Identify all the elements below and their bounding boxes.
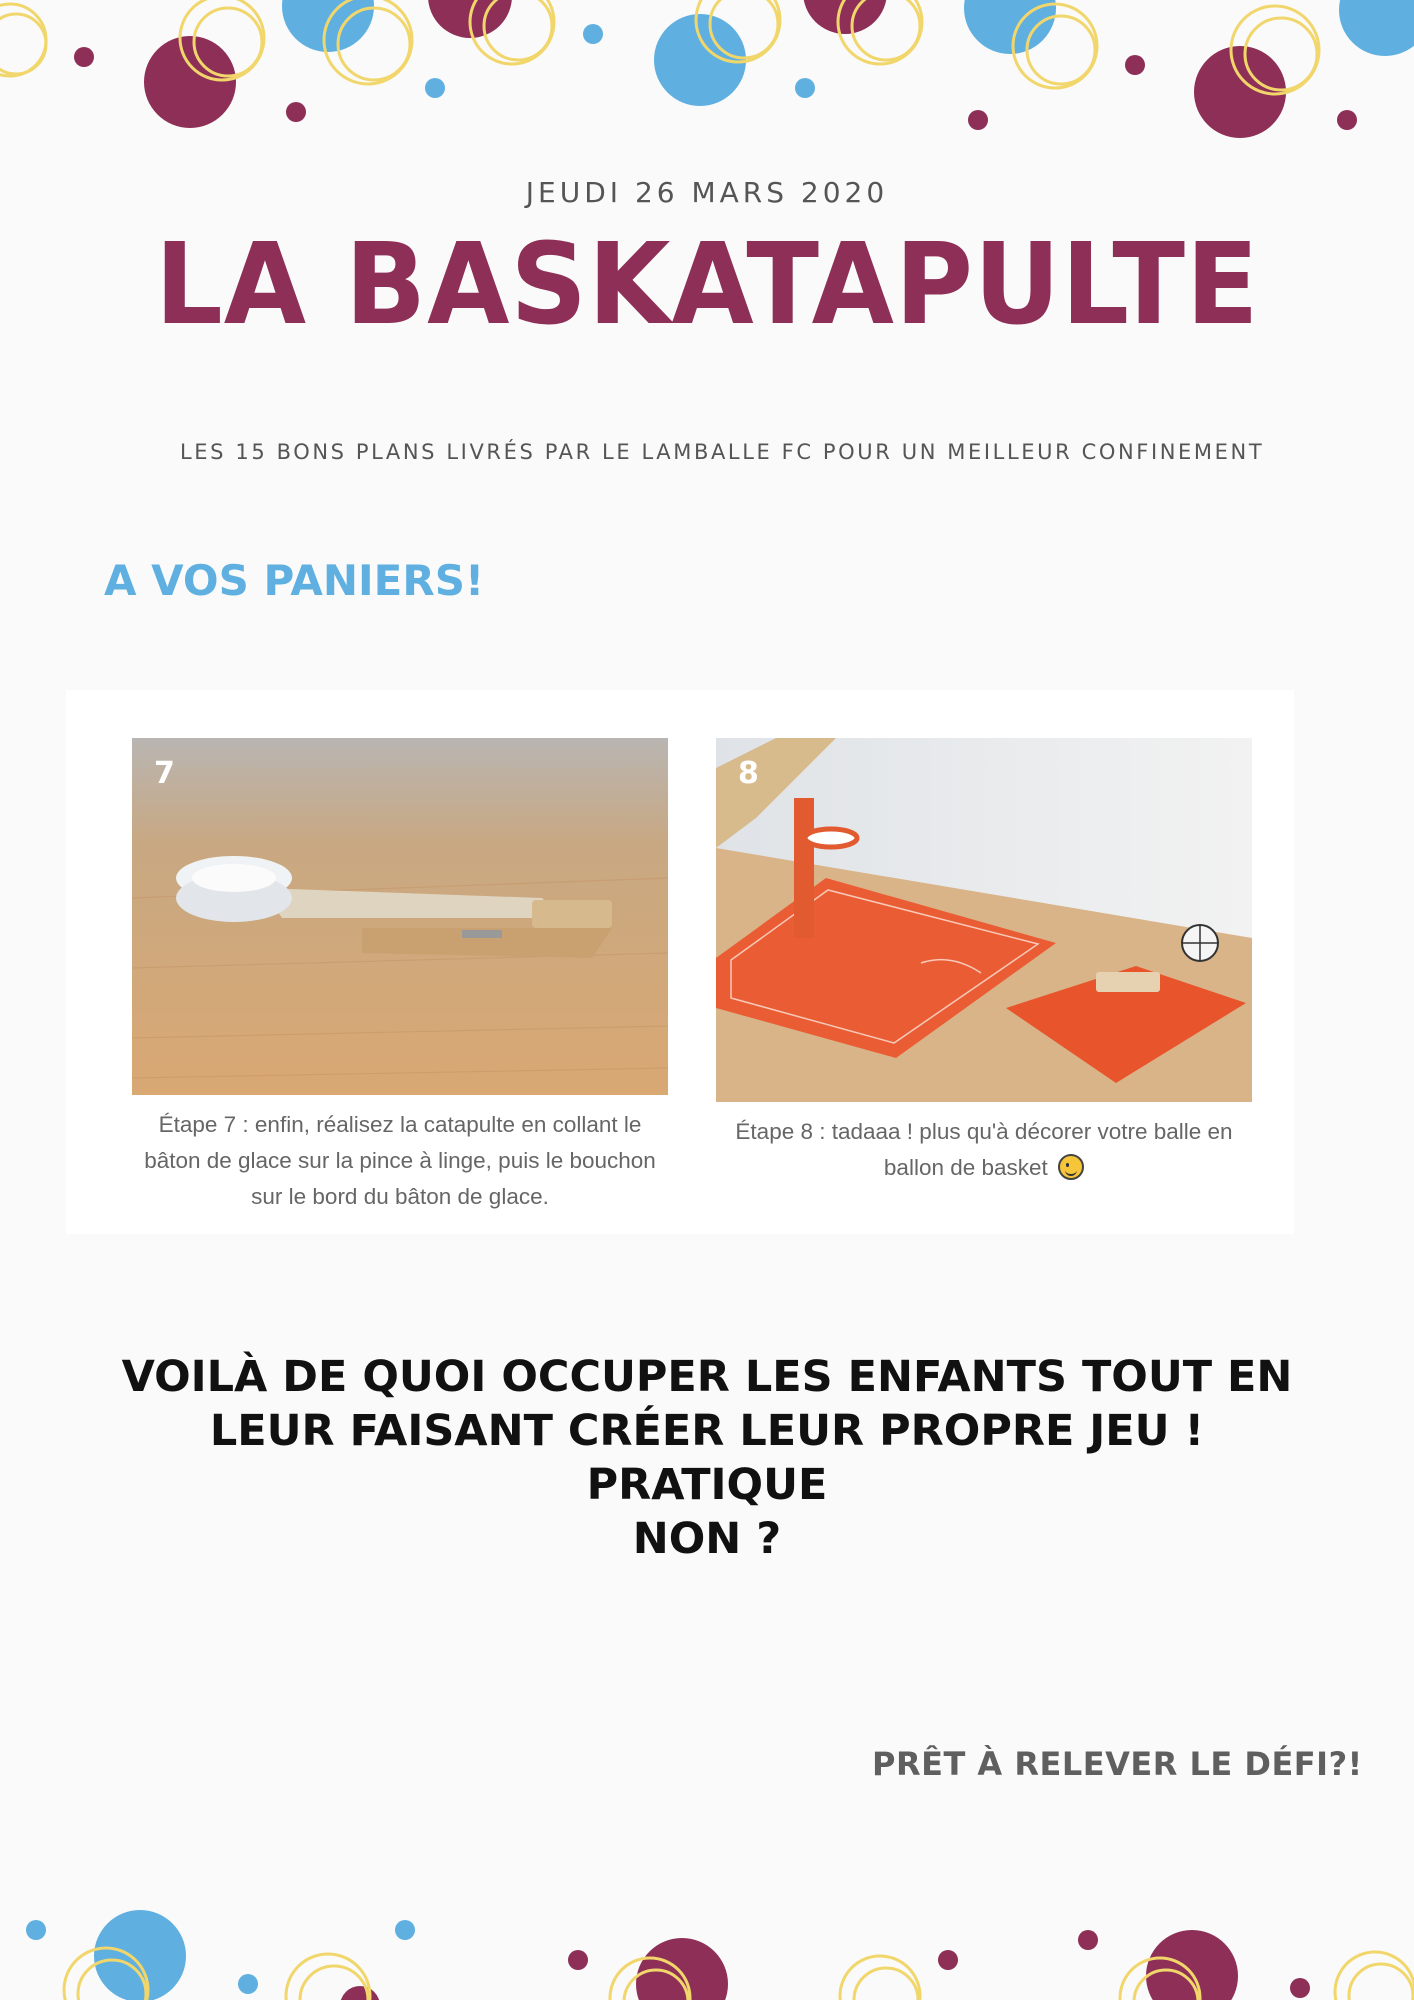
top-dot-circles xyxy=(74,0,1414,138)
wink-emoji-icon xyxy=(1058,1154,1084,1180)
step-7-caption xyxy=(132,1107,668,1215)
step-8-card xyxy=(716,738,1252,1186)
step-8-caption-line1: Étape 8 : tadaaa ! plus qu'à décorer votre balle en xyxy=(735,1119,1233,1144)
catapult-photo-illustration xyxy=(132,738,668,1095)
step-7-caption-line1: Étape 7 : enfin, réalisez la catapulte en collant le xyxy=(158,1112,642,1137)
step-8-number: 8 xyxy=(738,756,759,791)
basketball-court-photo-illustration xyxy=(716,738,1252,1102)
callout-line3: NON ? xyxy=(632,1514,782,1564)
issue-date: JEUDI 26 MARS 2020 xyxy=(525,176,889,209)
steps-panel xyxy=(66,690,1294,1234)
section-heading: A VOS PANIERS! xyxy=(104,556,485,605)
top-confetti-decoration xyxy=(0,0,1414,150)
step-7-caption-line2: bâton de glace sur la pince à linge, puis le bouchon xyxy=(144,1148,656,1173)
step-8-caption xyxy=(716,1114,1252,1186)
step-8-caption-line2: ballon de basket xyxy=(883,1155,1048,1180)
callout-text xyxy=(117,1350,1297,1566)
callout-line2: LEUR FAISANT CRÉER LEUR PROPRE JEU ! PRATIQUE xyxy=(209,1406,1205,1510)
step-8-photo xyxy=(716,738,1252,1102)
step-7-caption-line3: sur le bord du bâton de glace. xyxy=(251,1184,549,1209)
step-7-number: 7 xyxy=(154,756,175,791)
bottom-confetti-decoration xyxy=(0,1880,1414,2000)
page-subtitle: LES 15 BONS PLANS LIVRÉS PAR LE LAMBALLE FC POUR UN MEILLEUR CONFINEMENT xyxy=(180,440,1265,464)
bottom-dot-circles xyxy=(26,1910,1310,2000)
challenge-text: PRÊT À RELEVER LE DÉFI?! xyxy=(872,1745,1363,1783)
step-7-photo xyxy=(132,738,668,1095)
step-7-card xyxy=(132,738,668,1215)
callout-line1: VOILÀ DE QUOI OCCUPER LES ENFANTS TOUT EN xyxy=(121,1352,1293,1402)
page-title: LA BASKATAPULTE xyxy=(155,220,1260,350)
